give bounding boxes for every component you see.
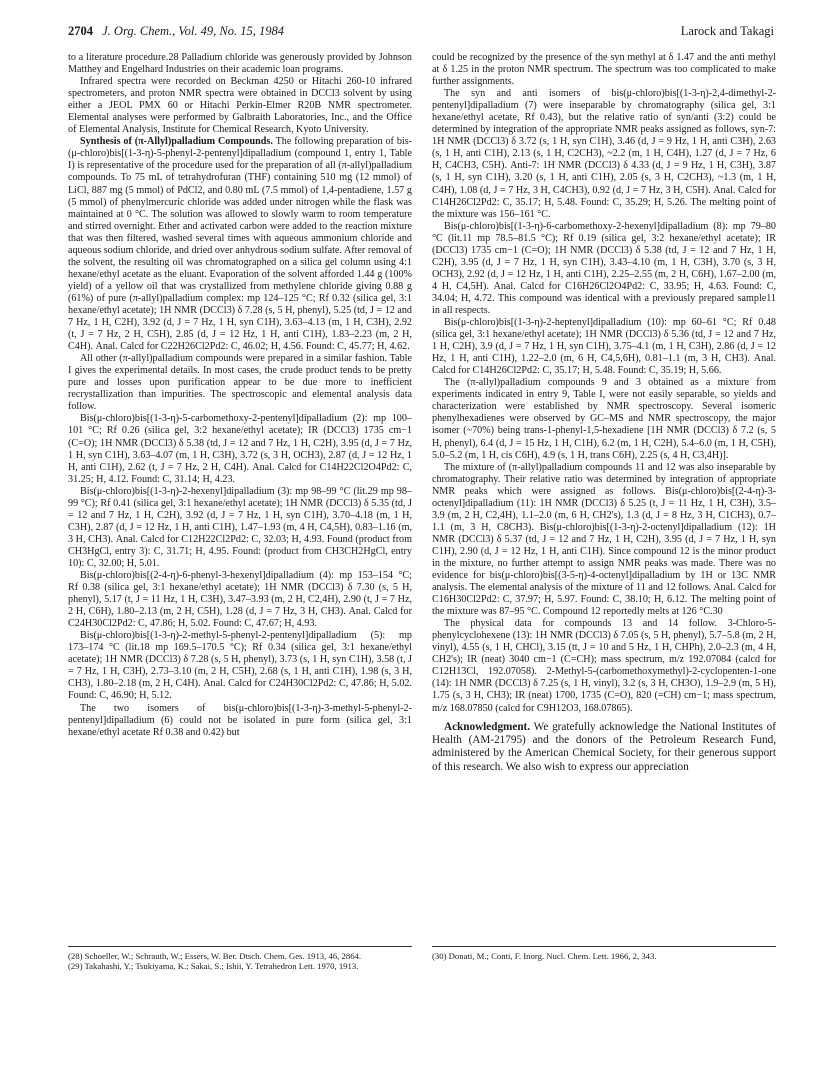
paragraph: Bis(μ-chloro)bis[(1-3-η)-2-heptenyl]dipalladium (10): mp 60–61 °C; Rf 0.48 (silica gel, 3:1 hexane/ethyl acetate); 1H NMR (DCCl3) δ 5.36 (td, J = 12 and 7 Hz, 1 H, C2H), 3.9 (d, J = 7 Hz, 1 H, syn C1H), 3.75–4.1 (m, 1 H, C3H), 2.86 (d, J = 12 Hz, 1 H, anti C1H), 1.22–2.0 (m, 6 H, C4,5,6H), 0.81–1.1 (m, 3 H, CH3). Anal. Calcd for C14H26Cl2Pd2: C, 35.17; H, 5.48. Found: C, 35.19; H, 5.66. — [432, 317, 776, 377]
paragraph: The physical data for compounds 13 and 14 follow. 3-Chloro-5-phenylcyclohexene (13): 1H NMR (DCCl3) δ 7.05 (s, 5 H, phenyl), 5.7–5.8 (m, 2 H, vinyl), 4.55 (s, 1 H, CHCl), 3.15 (tt, J = 10 and 5 Hz, 1 H, CHPh), 2.0–2.3 (m, 4 H, CH2's); IR (neat) 3040 cm−1 (C=CH); mass spectrum, m/z 192.07084 (calcd for C12H13Cl, 192.07058). 2-Methyl-5-(carbomethoxymethyl)-2-cyclopenten-1-one (14): 1H NMR (DCCl3) δ 7.25 (s, 1 H, vinyl), 3.2 (s, 3 H, CH3O), 1.9–2.9 (m, 5 H), 1.75 (s, 3 H, CH3); IR (neat) 1700, 1735 (C=O), 820 (=CH) cm−1; mass spectrum, m/z 168.07850 (calcd for C9H12O3, 168.07865). — [432, 618, 776, 714]
footnotes-left — [68, 946, 412, 972]
paragraph: The two isomers of bis(μ-chloro)bis[(1-3-η)-3-methyl-5-phenyl-2-pentenyl]dipalladium (6) could not be isolated in pure form (silica gel, 3:1 hexane/ethyl acetate Rf 0.38 and 0.42) but — [68, 702, 412, 738]
paragraph: The mixture of (π-allyl)palladium compounds 11 and 12 was also inseparable by chromatography. Their relative ratio was determined by integration of appropriate NMR peaks which were assigned as follows. Bis(μ-chloro)bis[(2-4-η)-3-octenyl]dipalladium (11): 1H NMR (DCCl3) δ 5.25 (t, J = 11 Hz, 1 H, C3H), 3.5–3.9 (m, 2 H, C2,4H), 1.1–2.0 (m, 6 H, CH2's), 1.3 (d, J = 8 Hz, 3 H, C1CH3), 0.7–1.1 (m, 3 H, C8CH3). Bis(μ-chloro)bis[(1-3-η)-2-octenyl]dipalladium (12): 1H NMR (DCCl3) δ 5.37 (td, J = 12 and 7 Hz, 1 H, C2H), 3.95 (d, J = 7 Hz, 1 H, syn C1H), 2.90 (d, J = 12 Hz, 1 H, anti C1H). Since compound 12 is the minor product in the mixture, no further attempt to assign NMR peaks was made. There was no evidence for bis(μ-chloro)bis[(3-5-η)-4-octenyl]dipalladium by 1H or 13C NMR analysis. The elemental analysis of the mixture of 11 and 12 follows. Anal. Calcd for C16H30Cl2Pd2: C, 37.97; H, 5.97. Found: C, 38.10; H, 6.12. The melting point of the mixture was 87–95 °C. Compound 12 reportedly melts at 126 °C.30 — [432, 461, 776, 618]
paragraph: Bis(μ-chloro)bis[(1-3-η)-5-carbomethoxy-2-pentenyl]dipalladium (2): mp 100–101 °C; Rf 0.26 (silica gel, 3:2 hexane/ethyl acetate); IR (DCCl3) 1735 cm−1 (C=O); 1H NMR (DCCl3) δ 5.38 (td, J = 12 and 7 Hz, 1 H, C2H), 3.95 (d, J = 7 Hz, 1 H, syn C1H), 3.63–4.07 (m, 1 H, C3H), 3.72 (s, 3 H, OCH3), 2.87 (d, J = 12 Hz, 1 H, anti C1H), 2.62 (t, J = 7 Hz, 2 H, C4H). Anal. Calcd for C14H22Cl2O4Pd2: C, 31.25; H, 4.12. Found: C, 31.14; H, 4.23. — [68, 413, 412, 485]
running-authors: Larock and Takagi — [680, 24, 774, 38]
journal-citation: J. Org. Chem., Vol. 49, No. 15, 1984 — [102, 24, 284, 38]
paragraph: to a literature procedure.28 Palladium chloride was generously provided by Johnson Matthey and Engelhard Industries on their academic loan programs. — [68, 52, 412, 76]
footnote-28: (28) Schoeller, W.; Schrauth, W.; Essers, W. Ber. Dtsch. Chem. Ges. 1913, 46, 2864. — [68, 951, 362, 961]
acknowledgment — [432, 721, 776, 775]
footnote-30: (30) Donati, M.; Conti, F. Inorg. Nucl. Chem. Lett. 1966, 2, 343. — [432, 951, 657, 961]
footnote-29: (29) Takahashi, Y.; Tsukiyama, K.; Sakai, S.; Ishii, Y. Tetrahedron Lett. 1970, 1913. — [68, 961, 359, 972]
paragraph: The (π-allyl)palladium compounds 9 and 3 obtained as a mixture from experiments indicated in entry 9, Table I, were not easily separable, so yields and characterization were established by NMR spectroscopy. Several isomeric phenylhexadienes were observed by GC–MS and NMR spectroscopy, the major isomer (~70%) being trans-1-phenyl-1,5-hexadiene [1H NMR (DCCl3) δ 7.2 (s, 5 H, phenyl), 6.4 (d, J = 15 Hz, 1 H, C1H), 6.2 (m, 1 H, C2H), 5.4–6.0 (m, 1 H, C5H), 5.0–5.2 (m, 1 H, cis C6H), 4.9 (s, 1 H, trans C6H), 2.25 (s, 4 H, C3,4H)]. — [432, 377, 776, 461]
paragraph: Bis(μ-chloro)bis[(1-3-η)-6-carbomethoxy-2-hexenyl]dipalladium (8): mp 79–80 °C (lit.11 mp 78.5–81.5 °C); Rf 0.19 (silica gel, 3:2 hexane/ethyl acetate); IR (DCCl3) 1735 cm−1 (C=O); 1H NMR (DCCl3) δ 5.38 (td, J = 12 and 7 Hz, 1 H, C2H), 3.95 (d, J = 7 Hz, 1 H, syn C1H), 3.43–4.10 (m, 1 H, C3H), 3.70 (s, 3 H, OCH3), 2.92 (d, J = 12 Hz, 1 H, anti C1H), 2.25–2.55 (m, 2 H, C6H), 1.67–2.00 (m, 4 H, C4,5H). Anal. Calcd for C16H26Cl2O4Pd2: C, 33.95; H, 4.63. Found: C, 34.04; H, 4.72. This compound was identical with a previously prepared sample11 in all respects. — [432, 220, 776, 316]
paragraph: All other (π-allyl)palladium compounds were prepared in a similar fashion. Table I gives the experimental details. In most cases, the crude product tends to be pretty pure and losses upon purification appear to be due more to inefficient recrystallization than impurities. The spectroscopic and elemental analysis data follow. — [68, 353, 412, 413]
paragraph: The syn and anti isomers of bis(μ-chloro)bis[(1-3-η)-2,4-dimethyl-2-pentenyl]dipalladium (7) were inseparable by chromatography (silica gel, 3:1 hexane/ethyl acetate, Rf 0.43), but the relative ratio of syn/anti (3:2) could be determined by integration of the appropriate NMR peaks assigned as follows, syn-7: 1H NMR (DCCl3) δ 3.72 (s, 1 H, syn C1H), 3.46 (d, J = 9 Hz, 1 H, anti C3H), 2.63 (s, 1 H, anti C1H), 2.13 (s, 1 H, C2CH3), ~2.2 (m, 1 H, C4H), 1.27 (d, J = 7 Hz, 6 H, C4CH3, C5H). Anti-7: 1H NMR (DCCl3) δ 4.33 (d, J = 9 Hz, 1 H, C3H), 3.87 (s, 1 H, syn C1H), 3.20 (s, 1 H, anti C1H), 2.05 (s, 3 H, C2CH3), ~1.3 (m, 1 H, C4H), 1.08 (d, J = 7 Hz, 3 H, C4CH3), 0.92 (d, J = 7 Hz, 3 H, C5H). Anal. Calcd for C14H26Cl2Pd2: C, 35.17; H, 5.48. Found: C, 35.29; H, 5.26. The melting point of the mixture was 156–161 °C. — [432, 88, 776, 220]
paragraph: Bis(μ-chloro)bis[(2-4-η)-6-phenyl-3-hexenyl]dipalladium (4): mp 153–154 °C; Rf 0.38 (silica gel, 3:1 hexane/ethyl acetate); 1H NMR (DCCl3) δ 7.30 (s, 5 H, phenyl), 5.17 (t, J = 11 Hz, 1 H, C3H), 3.47–3.93 (m, 2 H, C2,4H), 2.90 (t, J = 7 Hz, 2 H, C6H), 1.80–2.13 (m, 2 H, C5H), 1.28 (d, J = 7 Hz, 3 H, CH3). Anal. Calcd for C24H30Cl2Pd2: C, 47.86; H, 5.02. Found: C, 47.67; H, 4.93. — [68, 570, 412, 630]
running-header — [68, 24, 774, 40]
paragraph — [68, 136, 412, 353]
page-number: 2704 — [68, 24, 93, 38]
paragraph-text: The following preparation of bis-(μ-chloro)bis[(1-3-η)-5-phenyl-2-pentenyl]dipalladium (compound 1, entry 1, Table I) is representative of the procedure used for the preparation of all (π-allyl)palladium compounds. To 75 mL of tetrahydrofuran (THF) containing 510 mg (12 mmol) of LiCl, 887 mg (5 mmol) of PdCl2, and 0.80 mL (7.5 mmol) of 1,4-pentadiene, 1.57 g (5 mmol) of phenylmercuric chloride was added under nitrogen while the flask was maintained at 0 °C. The solution was allowed to slowly warm to room temperature and stirred overnight. Ether and activated carbon were added to the reaction mixture that was then filtered, washed several times with aqueous ammonium chloride and aqueous sodium chloride, and dried over anhydrous sodium sulfate. After removal of the solvent, the resulting oil was chromatographed on a silica gel column using 4:1 hexane/ethyl acetate as the eluant. Evaporation of the solvent afforded 1.44 g (100% yield) of a yellow oil that was crystallized from methylene chloride giving 0.88 g (61%) of pure (π-allyl)palladium complex: mp 124–125 °C; Rf 0.32 (silica gel, 3:1 hexane/ethyl acetate); 1H NMR (DCCl3) δ 7.28 (s, 5 H, phenyl), 5.25 (td, J = 12 and 7 Hz, 1 H, C2H), 3.92 (d, J = 7 Hz, 1 H, syn C1H), 3.63–4.13 (m, 1 H, C3H), 2.92 (t, J = 7 Hz, 2 H, C5H), 2.85 (d, J = 12 Hz, 1 H, anti C1H), 1.83–2.23 (m, 2 H, C4H). Anal. Calcd for C22H26Cl2Pd2: C, 46.02; H, 4.56. Found: C, 45.77; H, 4.62. — [68, 136, 413, 353]
paragraph: could be recognized by the presence of the syn methyl at δ 1.47 and the anti methyl at δ 1.25 in the proton NMR spectrum. The spectrum was too complicated to make further assignments. — [432, 52, 776, 88]
right-column — [432, 52, 776, 774]
paragraph: Bis(μ-chloro)bis[(1-3-η)-2-hexenyl]dipalladium (3): mp 98–99 °C (lit.29 mp 98–99 °C); Rf 0.41 (silica gel, 3:1 hexane/ethyl acetate); 1H NMR (DCCl3) δ 5.35 (td, J = 12 and 7 Hz, 1 H, C2H), 3.92 (d, J = 7 Hz, 1 H, syn C1H), 3.70–4.18 (m, 1 H, C3H), 2.87 (d, J = 12 Hz, 1 H, anti C1H), 1.47–1.93 (m, 4 H, C4,5H), 0.83–1.16 (m, 3 H, CH3). Anal. Calcd for C12H22Cl2Pd2: C, 32.03; H, 4.93. Found (product from CH3HgCl, entry 3): C, 31.71; H, 4.95. Found: (product from CH3CH2HgCl, entry 10): C, 32.00; H, 5.01. — [68, 485, 412, 569]
acknowledgment-text: We gratefully acknowledge the National Institutes of Health (AM-21795) and the donors of the Petroleum Research Fund, administered by the American Chemical Society, for their generous support of this research. We also wish to express our appreciation — [432, 720, 776, 773]
acknowledgment-heading: Acknowledgment. — [444, 720, 531, 733]
paragraph: Bis(μ-chloro)bis[(1-3-η)-2-methyl-5-phenyl-2-pentenyl]dipalladium (5): mp 173–174 °C (lit.18 mp 169.5–170.5 °C); Rf 0.34 (silica gel, 3:1 hexane/ethyl acetate); 1H NMR (DCCl3) δ 7.28 (s, 5 H, phenyl), 3.73 (s, 1 H, syn C1H), 3.58 (t, J = 7 Hz, 1 H, C3H), 2.73–3.10 (m, 2 H, C5H), 2.68 (s, 1 H, anti C1H), 1.98 (s, 3 H, CH3), 1.80–2.18 (m, 2 H, C4H). Anal. Calcd for C24H30Cl2Pd2: C, 47.86; H, 5.02. Found: C, 46.90; H, 5.12. — [68, 630, 412, 702]
left-column — [68, 52, 412, 739]
paragraph: Infrared spectra were recorded on Beckman 4250 or Hitachi 260-10 infrared spectrometers, and proton NMR spectra were obtained in DCCl3 solvent by using either a JEOL PMX 60 or Hitachi Perkin-Elmer R20B NMR spectrometer. Elemental analyses were performed by Galbraith Laboratories, Inc., and the Office of Elemental Analysis, Institute for Chemical Research, Kyoto University. — [68, 76, 412, 136]
footnotes-right — [432, 946, 776, 961]
run-in-heading: Synthesis of (π-Allyl)palladium Compounds. — [80, 136, 273, 148]
